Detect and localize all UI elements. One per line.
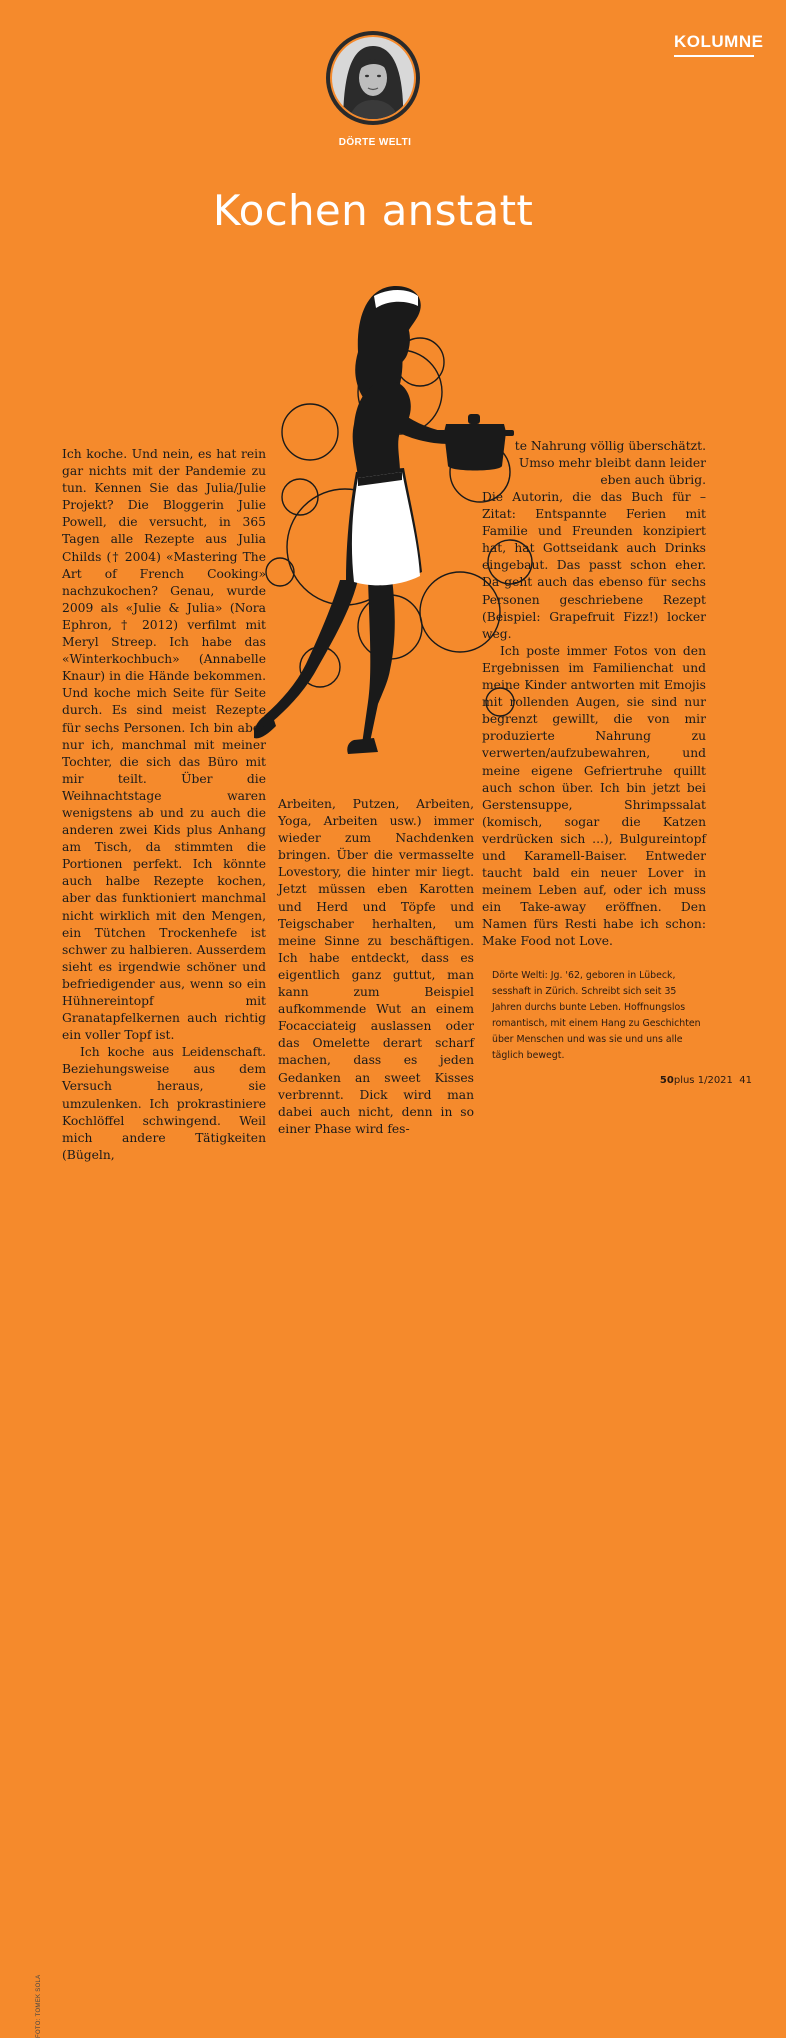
article-paragraph: Ich koche. Und nein, es hat rein gar nichts mit der Pandemie zu tun. Kennen Sie das Julia/Julie Projekt? Die Bloggerin Julie Powell, die versucht, in 365 Tagen alle Rezepte aus Julia Childs († 2004) «Mastering The Art of French Cooking» nachzukochen? Genau, wurde 2009 als «Julie & Julia» (Nora Ephron, † 2012) verfilmt mit Meryl Streep. Ich habe das «Winterkochbuch» (Annabelle Knaur) in die Hände bekommen. Und koche mich Seite für Seite durch. Es sind meist Rezepte für sechs Personen. Ich bin aber nur ich, manchmal mit meiner Tochter, die sich das Büro mit mir teilt. Über die Weihnachtstage waren wenigstens ab und zu auch die anderen zwei Kids plus Anhang am Tisch, da stimmten die Portionen perfekt. Ich könnte auch halbe Rezepte kochen, aber das funktioniert manchmal nicht wirklich mit den Mengen, ein Tütchen Trockenhefe ist schwer zu halbieren. Ausserdem sieht es irgendwie schöner und befriedigender aus, wenn so ein Hühnereintopf mit Granatapfelkernen auch richtig ein voller Topf ist. [62, 447, 266, 1043]
article-column-right-top [500, 438, 706, 489]
footer-brand-number: 50 [659, 1075, 674, 1086]
author-bio: Dörte Welti: Jg. '62, geboren in Lübeck, sesshaft in Zürich. Schreibt sich seit 35 Jahren durchs bunte Leben. Hoffnungslos romantisch, mit einem Hang zu Geschichten über Menschen und was sie und uns alle täglich bewegt. [492, 970, 701, 1061]
article-column-middle [278, 796, 474, 1138]
article-paragraph: Die Autorin, die das Buch für – Zitat: Entspannte Ferien mit Familie und Freunden konzipiert hat, hat Gottseidank auch Drinks eingebaut. Das passt schon eher. Da geht auch das ebenso für sechs Personen geschriebene Rezept (Beispiel: Grapefruit Fizz!) locker weg. [482, 490, 706, 641]
article-paragraph: te Nahrung völlig überschätzt. Umso mehr bleibt dann leider eben auch übrig. [514, 439, 706, 488]
photo-credit-wrap [20, 1050, 42, 2038]
article-paragraph: Ich poste immer Fotos von den Ergebnissen im Familienchat und meine Kinder antworten mit Emojis mit rollenden Augen, sie sind nur begrenzt gewillt, die von mir produzierte Nahrung zu verwerten/aufzubewahren, und meine eigene Gefriertruhe quillt auch schon über. Ich bin jetzt bei Gerstensuppe, Shrimpssalat (komisch, sogar die Katzen verdrücken sich ...), Bulgureintopf und Karamell-Baiser. Entweder taucht bald ein neuer Lover in meinem Leben auf, oder ich muss ein Take-away eröffnen. Den Namen fürs Resti habe ich schon: Make Food not Love. [482, 643, 706, 949]
section-label [674, 31, 764, 59]
photo-credit: FOTO: TOMEK SOLA [36, 1974, 42, 2038]
article-headline: Kochen anstatt [212, 186, 534, 235]
footer-issue: 1/2021 [697, 1075, 733, 1086]
page-footer [612, 1075, 752, 1086]
footer-page-number: 41 [739, 1075, 752, 1086]
author-name: DÖRTE WELTI [338, 137, 412, 148]
section-label-text: KOLUMNE [674, 32, 764, 51]
article-column-right [482, 489, 706, 951]
article-column-left [62, 446, 266, 1164]
author-avatar [325, 30, 421, 126]
article-paragraph: Ich koche aus Leidenschaft. Beziehungsweise aus dem Versuch heraus, sie umzulenken. Ich prokrastiniere Kochlöffel schwingend. Weil mich andere Tätigkeiten (Bügeln, [62, 1045, 266, 1162]
footer-brand-word: plus [673, 1075, 695, 1086]
article-paragraph: Arbeiten, Putzen, Arbeiten, Yoga, Arbeiten usw.) immer wieder zum Nachdenken bringen. Über die vermasselte Lovestory, die hinter mir liegt. Jetzt müssen eben Karotten und Herd und Töpfe und Teigschaber herhalten, um meine Sinne zu beschäftigen. Ich habe entdeckt, dass es eigentlich ganz guttut, man kann zum Beispiel aufkommende Wut an einem Focacciateig auslassen oder das Omelette derart scharf machen, dass es jeden Gedanken an sweet Kisses verbrennt. Dick wird man dabei auch nicht, denn in so einer Phase wird fes- [278, 797, 474, 1136]
section-label-underline [674, 55, 754, 57]
